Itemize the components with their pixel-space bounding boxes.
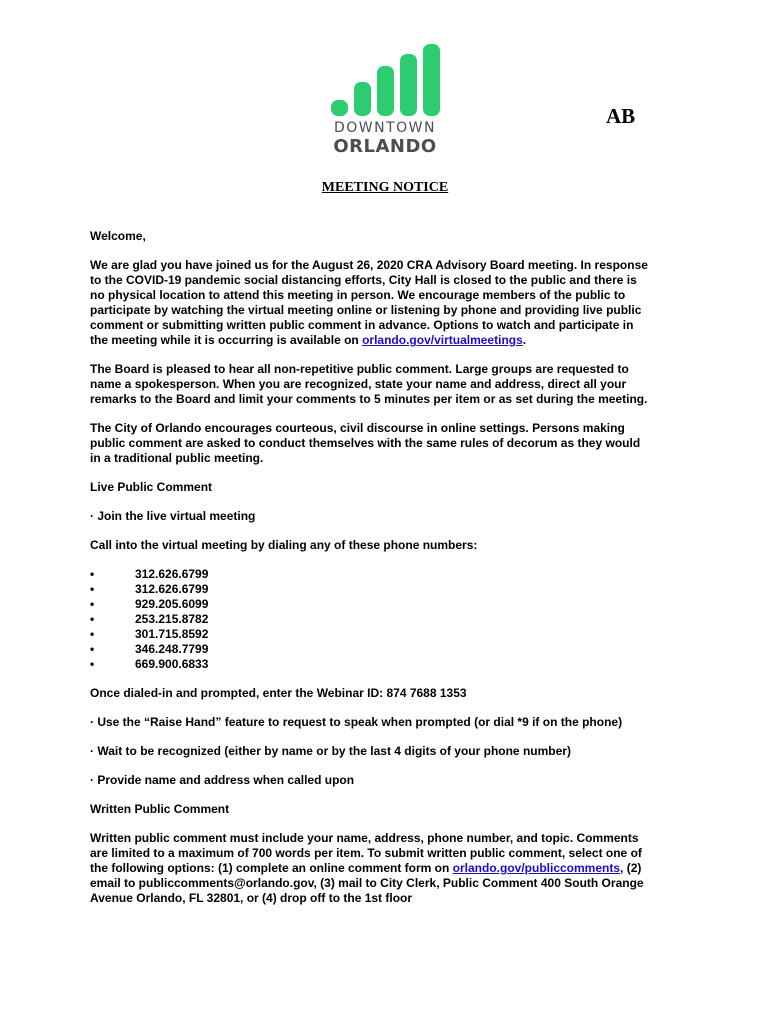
- provide-line: · Provide name and address when called upon: [90, 773, 355, 787]
- logo-bar-3: [377, 66, 394, 116]
- logo-text-downtown: DOWNTOWN: [333, 120, 436, 136]
- downtown-orlando-logo: [328, 42, 442, 160]
- logo-bar-4: [400, 54, 417, 116]
- list-item: [90, 597, 650, 612]
- intro-end: .: [522, 333, 527, 347]
- welcome-line: Welcome,: [90, 229, 146, 243]
- phone-number-list: [90, 567, 650, 672]
- bullet-icon: •: [90, 627, 95, 641]
- raise-hand-line: · Use the “Raise Hand” feature to request to speak when prompted (or dial *9 if on the phone): [90, 715, 623, 729]
- wait-line: · Wait to be recognized (either by name or by the last 4 digits of your phone number): [90, 744, 571, 758]
- written-text-2: , (2) email to publiccomments@orlando.gov, (3) mail to City Clerk, Public Comment 400 South Orange Avenue Orlando, FL 32801, or (4) drop off to the 1st floor: [90, 861, 644, 905]
- written-text-1: Written public comment must include your name, address, phone number, and topic. Comments are limited to a maximum of 700 words per item. To submit written public comment, select one of the following options: (1) complete an online comment form on: [90, 831, 642, 875]
- bullet-icon: •: [90, 567, 95, 581]
- bullet-icon: •: [90, 642, 95, 656]
- call-line: Call into the virtual meeting by dialing any of these phone numbers:: [90, 538, 478, 552]
- logo-bar-1: [331, 100, 348, 116]
- phone-number: 669.900.6833: [135, 657, 209, 671]
- bullet-icon: •: [90, 582, 95, 596]
- logo-bar-2: [354, 82, 371, 116]
- bullet-icon: •: [90, 612, 95, 626]
- phone-number: 312.626.6799: [135, 582, 209, 596]
- webinar-line: Once dialed-in and prompted, enter the Webinar ID: 874 7688 1353: [90, 686, 467, 700]
- phone-number: 929.205.6099: [135, 597, 209, 611]
- list-item: [90, 567, 650, 582]
- notice-body: [90, 229, 650, 920]
- list-item: [90, 612, 650, 627]
- list-item: [90, 627, 650, 642]
- phone-number: 301.715.8592: [135, 627, 209, 641]
- city-paragraph: The City of Orlando encourages courteous, civil discourse in online settings. Persons making public comment are asked to conduct themselves with the same rules of decorum as they would in a traditional public meeting.: [90, 421, 641, 465]
- join-line: · Join the live virtual meeting: [90, 509, 256, 523]
- intro-paragraph: [90, 258, 650, 348]
- page-title: MEETING NOTICE: [321, 180, 449, 195]
- live-comment-heading: Live Public Comment: [90, 480, 213, 494]
- list-item: [90, 657, 650, 672]
- logo-bar-5: [423, 44, 440, 116]
- phone-number: 346.248.7799: [135, 642, 209, 656]
- bullet-icon: •: [90, 597, 95, 611]
- board-paragraph: The Board is pleased to hear all non-repetitive public comment. Large groups are requested to name a spokesperson. When you are recognized, state your name and address, direct all your remarks to the Board and limit your comments to 5 minutes per item or as set during the meeting.: [90, 362, 648, 406]
- phone-number: 253.215.8782: [135, 612, 209, 626]
- list-item: [90, 642, 650, 657]
- bullet-icon: •: [90, 657, 95, 671]
- written-comment-heading: Written Public Comment: [90, 802, 230, 816]
- phone-number: 312.626.6799: [135, 567, 209, 581]
- logo-text-orlando: ORLANDO: [333, 136, 437, 157]
- intro-text: We are glad you have joined us for the August 26, 2020 CRA Advisory Board meeting. In response to the COVID-19 pandemic social distancing efforts, City Hall is closed to the public and there is no physical location to attend this meeting in person. We encourage members of the public to participate by watching the virtual meeting online or listening by phone and providing live public comment or submitting written public comment in advance. Options to watch and participate in the meeting while it is occurring is available on: [90, 258, 648, 347]
- written-paragraph: [90, 831, 650, 906]
- list-item: [90, 582, 650, 597]
- virtual-meetings-link[interactable]: orlando.gov/virtualmeetings: [362, 333, 523, 347]
- public-comments-link[interactable]: orlando.gov/publiccomments: [452, 861, 621, 875]
- bar-chart-logo-icon: [328, 42, 442, 122]
- document-label-ab: AB: [606, 104, 636, 128]
